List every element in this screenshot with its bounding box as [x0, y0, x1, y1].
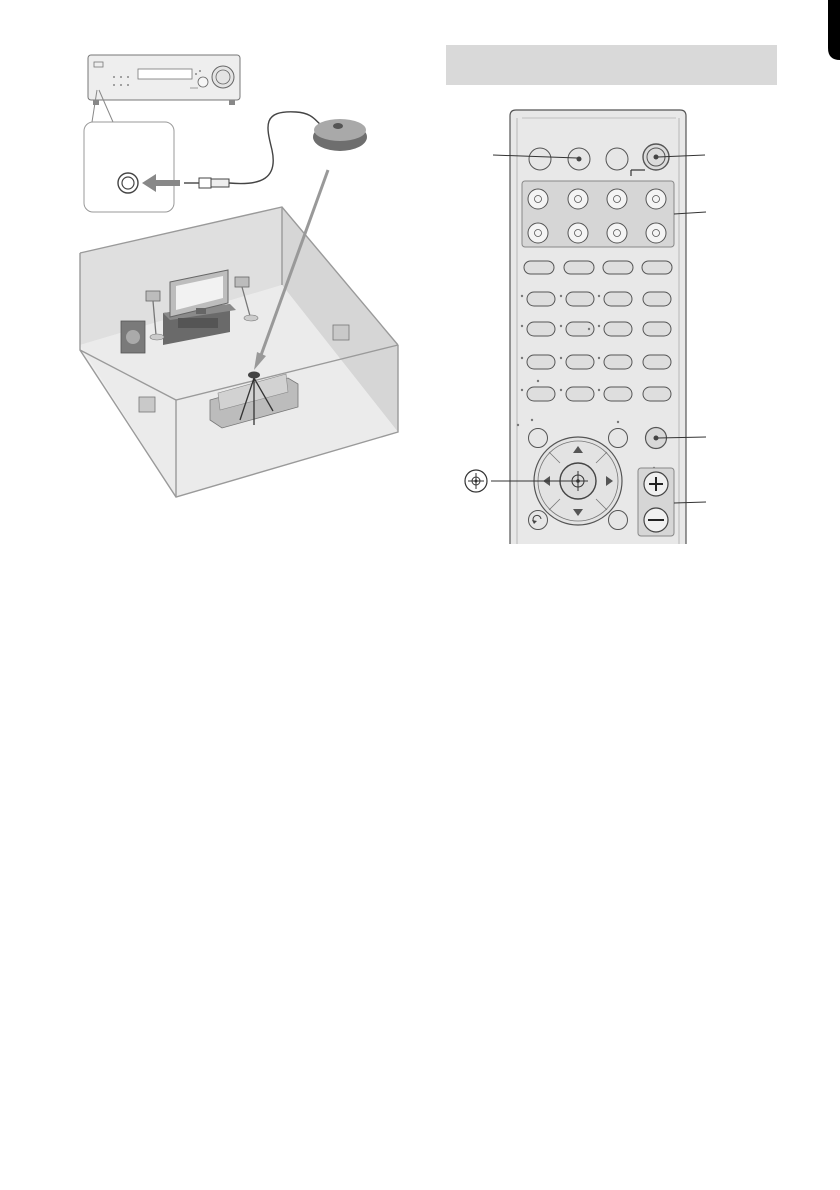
input-button-grid	[522, 181, 674, 247]
enter-symbol-legend-icon	[465, 470, 487, 492]
